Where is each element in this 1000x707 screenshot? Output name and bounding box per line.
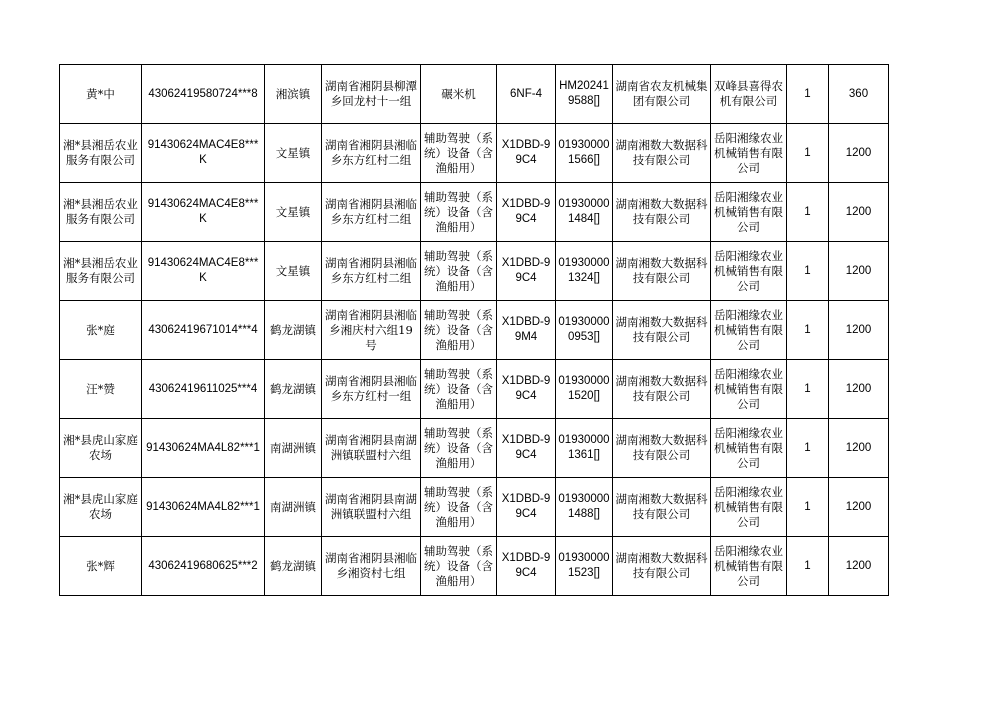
cell-amount: 1200 xyxy=(829,360,889,419)
cell-address: 湖南省湘阴县湘临乡东方红村二组 xyxy=(322,183,421,242)
cell-address: 湖南省湘阴县湘临乡东方红村一组 xyxy=(322,360,421,419)
cell-maker: 湖南湘数大数据科技有限公司 xyxy=(613,242,711,301)
cell-amount: 1200 xyxy=(829,124,889,183)
cell-dealer: 岳阳湘缘农业机械销售有限公司 xyxy=(711,301,787,360)
cell-maker: 湖南湘数大数据科技有限公司 xyxy=(613,419,711,478)
cell-name: 汪*赞 xyxy=(60,360,142,419)
cell-serial: 019300001566[] xyxy=(556,124,613,183)
cell-serial: 019300001361[] xyxy=(556,419,613,478)
cell-dealer: 双峰县喜得农机有限公司 xyxy=(711,65,787,124)
cell-id: 91430624MA4L82***1 xyxy=(142,478,265,537)
cell-maker: 湖南湘数大数据科技有限公司 xyxy=(613,360,711,419)
cell-maker: 湖南湘数大数据科技有限公司 xyxy=(613,537,711,596)
cell-address: 湖南省湘阴县湘临乡湘资村七组 xyxy=(322,537,421,596)
subsidy-table xyxy=(59,64,889,596)
cell-model: X1DBD-99C4 xyxy=(497,478,556,537)
cell-town: 湘滨镇 xyxy=(265,65,322,124)
cell-model: X1DBD-99C4 xyxy=(497,242,556,301)
table-row xyxy=(60,537,889,596)
cell-name: 湘*县虎山家庭农场 xyxy=(60,478,142,537)
cell-amount: 1200 xyxy=(829,301,889,360)
cell-model: X1DBD-99C4 xyxy=(497,183,556,242)
cell-quantity: 1 xyxy=(787,419,829,478)
cell-name: 张*庭 xyxy=(60,301,142,360)
table-body xyxy=(60,65,889,596)
cell-name: 湘*县湘岳农业服务有限公司 xyxy=(60,124,142,183)
cell-machine: 辅助驾驶（系统）设备（含渔船用） xyxy=(421,537,497,596)
cell-dealer: 岳阳湘缘农业机械销售有限公司 xyxy=(711,124,787,183)
cell-maker: 湖南湘数大数据科技有限公司 xyxy=(613,183,711,242)
cell-quantity: 1 xyxy=(787,301,829,360)
cell-address: 湖南省湘阴县南湖洲镇联盟村六组 xyxy=(322,419,421,478)
cell-quantity: 1 xyxy=(787,242,829,301)
cell-serial: 019300001484[] xyxy=(556,183,613,242)
cell-id: 43062419580724***8 xyxy=(142,65,265,124)
cell-address: 湖南省湘阴县柳潭乡回龙村十一组 xyxy=(322,65,421,124)
cell-id: 91430624MAC4E8***K xyxy=(142,183,265,242)
cell-machine: 辅助驾驶（系统）设备（含渔船用） xyxy=(421,242,497,301)
cell-dealer: 岳阳湘缘农业机械销售有限公司 xyxy=(711,242,787,301)
cell-amount: 1200 xyxy=(829,537,889,596)
table-row xyxy=(60,360,889,419)
cell-model: X1DBD-99C4 xyxy=(497,124,556,183)
cell-amount: 360 xyxy=(829,65,889,124)
cell-town: 文星镇 xyxy=(265,183,322,242)
cell-name: 湘*县虎山家庭农场 xyxy=(60,419,142,478)
cell-town: 鹤龙湖镇 xyxy=(265,301,322,360)
table-row xyxy=(60,183,889,242)
cell-model: X1DBD-99C4 xyxy=(497,360,556,419)
cell-machine: 辅助驾驶（系统）设备（含渔船用） xyxy=(421,124,497,183)
cell-model: X1DBD-99C4 xyxy=(497,419,556,478)
cell-machine: 辅助驾驶（系统）设备（含渔船用） xyxy=(421,419,497,478)
cell-serial: 019300001488[] xyxy=(556,478,613,537)
cell-town: 文星镇 xyxy=(265,242,322,301)
cell-address: 湖南省湘阴县湘临乡湘庆村六组19号 xyxy=(322,301,421,360)
cell-dealer: 岳阳湘缘农业机械销售有限公司 xyxy=(711,537,787,596)
cell-quantity: 1 xyxy=(787,65,829,124)
cell-town: 文星镇 xyxy=(265,124,322,183)
cell-name: 黄*中 xyxy=(60,65,142,124)
cell-town: 鹤龙湖镇 xyxy=(265,360,322,419)
cell-model: X1DBD-99C4 xyxy=(497,537,556,596)
cell-address: 湖南省湘阴县湘临乡东方红村二组 xyxy=(322,242,421,301)
cell-town: 鹤龙湖镇 xyxy=(265,537,322,596)
cell-id: 43062419680625***2 xyxy=(142,537,265,596)
cell-dealer: 岳阳湘缘农业机械销售有限公司 xyxy=(711,478,787,537)
cell-machine: 辅助驾驶（系统）设备（含渔船用） xyxy=(421,478,497,537)
cell-quantity: 1 xyxy=(787,537,829,596)
cell-machine: 辅助驾驶（系统）设备（含渔船用） xyxy=(421,301,497,360)
cell-serial: 019300001324[] xyxy=(556,242,613,301)
cell-machine: 碾米机 xyxy=(421,65,497,124)
cell-quantity: 1 xyxy=(787,478,829,537)
cell-maker: 湖南省农友机械集团有限公司 xyxy=(613,65,711,124)
cell-quantity: 1 xyxy=(787,124,829,183)
cell-maker: 湖南湘数大数据科技有限公司 xyxy=(613,124,711,183)
table-row xyxy=(60,124,889,183)
cell-name: 湘*县湘岳农业服务有限公司 xyxy=(60,242,142,301)
cell-quantity: 1 xyxy=(787,183,829,242)
cell-quantity: 1 xyxy=(787,360,829,419)
cell-amount: 1200 xyxy=(829,419,889,478)
cell-model: X1DBD-99M4 xyxy=(497,301,556,360)
cell-serial: HM202419588[] xyxy=(556,65,613,124)
table-row xyxy=(60,242,889,301)
cell-maker: 湖南湘数大数据科技有限公司 xyxy=(613,478,711,537)
table-row xyxy=(60,478,889,537)
cell-serial: 019300001523[] xyxy=(556,537,613,596)
cell-model: 6NF-4 xyxy=(497,65,556,124)
cell-town: 南湖洲镇 xyxy=(265,419,322,478)
table-row xyxy=(60,419,889,478)
cell-machine: 辅助驾驶（系统）设备（含渔船用） xyxy=(421,183,497,242)
cell-dealer: 岳阳湘缘农业机械销售有限公司 xyxy=(711,360,787,419)
table-row xyxy=(60,301,889,360)
cell-serial: 019300001520[] xyxy=(556,360,613,419)
cell-address: 湖南省湘阴县南湖洲镇联盟村六组 xyxy=(322,478,421,537)
cell-amount: 1200 xyxy=(829,478,889,537)
cell-dealer: 岳阳湘缘农业机械销售有限公司 xyxy=(711,183,787,242)
cell-id: 91430624MA4L82***1 xyxy=(142,419,265,478)
cell-name: 张*辉 xyxy=(60,537,142,596)
cell-id: 43062419671014***4 xyxy=(142,301,265,360)
cell-town: 南湖洲镇 xyxy=(265,478,322,537)
cell-name: 湘*县湘岳农业服务有限公司 xyxy=(60,183,142,242)
cell-id: 91430624MAC4E8***K xyxy=(142,242,265,301)
cell-address: 湖南省湘阴县湘临乡东方红村二组 xyxy=(322,124,421,183)
cell-machine: 辅助驾驶（系统）设备（含渔船用） xyxy=(421,360,497,419)
cell-id: 91430624MAC4E8***K xyxy=(142,124,265,183)
cell-amount: 1200 xyxy=(829,242,889,301)
table-row xyxy=(60,65,889,124)
cell-serial: 019300000953[] xyxy=(556,301,613,360)
cell-amount: 1200 xyxy=(829,183,889,242)
cell-maker: 湖南湘数大数据科技有限公司 xyxy=(613,301,711,360)
cell-id: 43062419611025***4 xyxy=(142,360,265,419)
cell-dealer: 岳阳湘缘农业机械销售有限公司 xyxy=(711,419,787,478)
